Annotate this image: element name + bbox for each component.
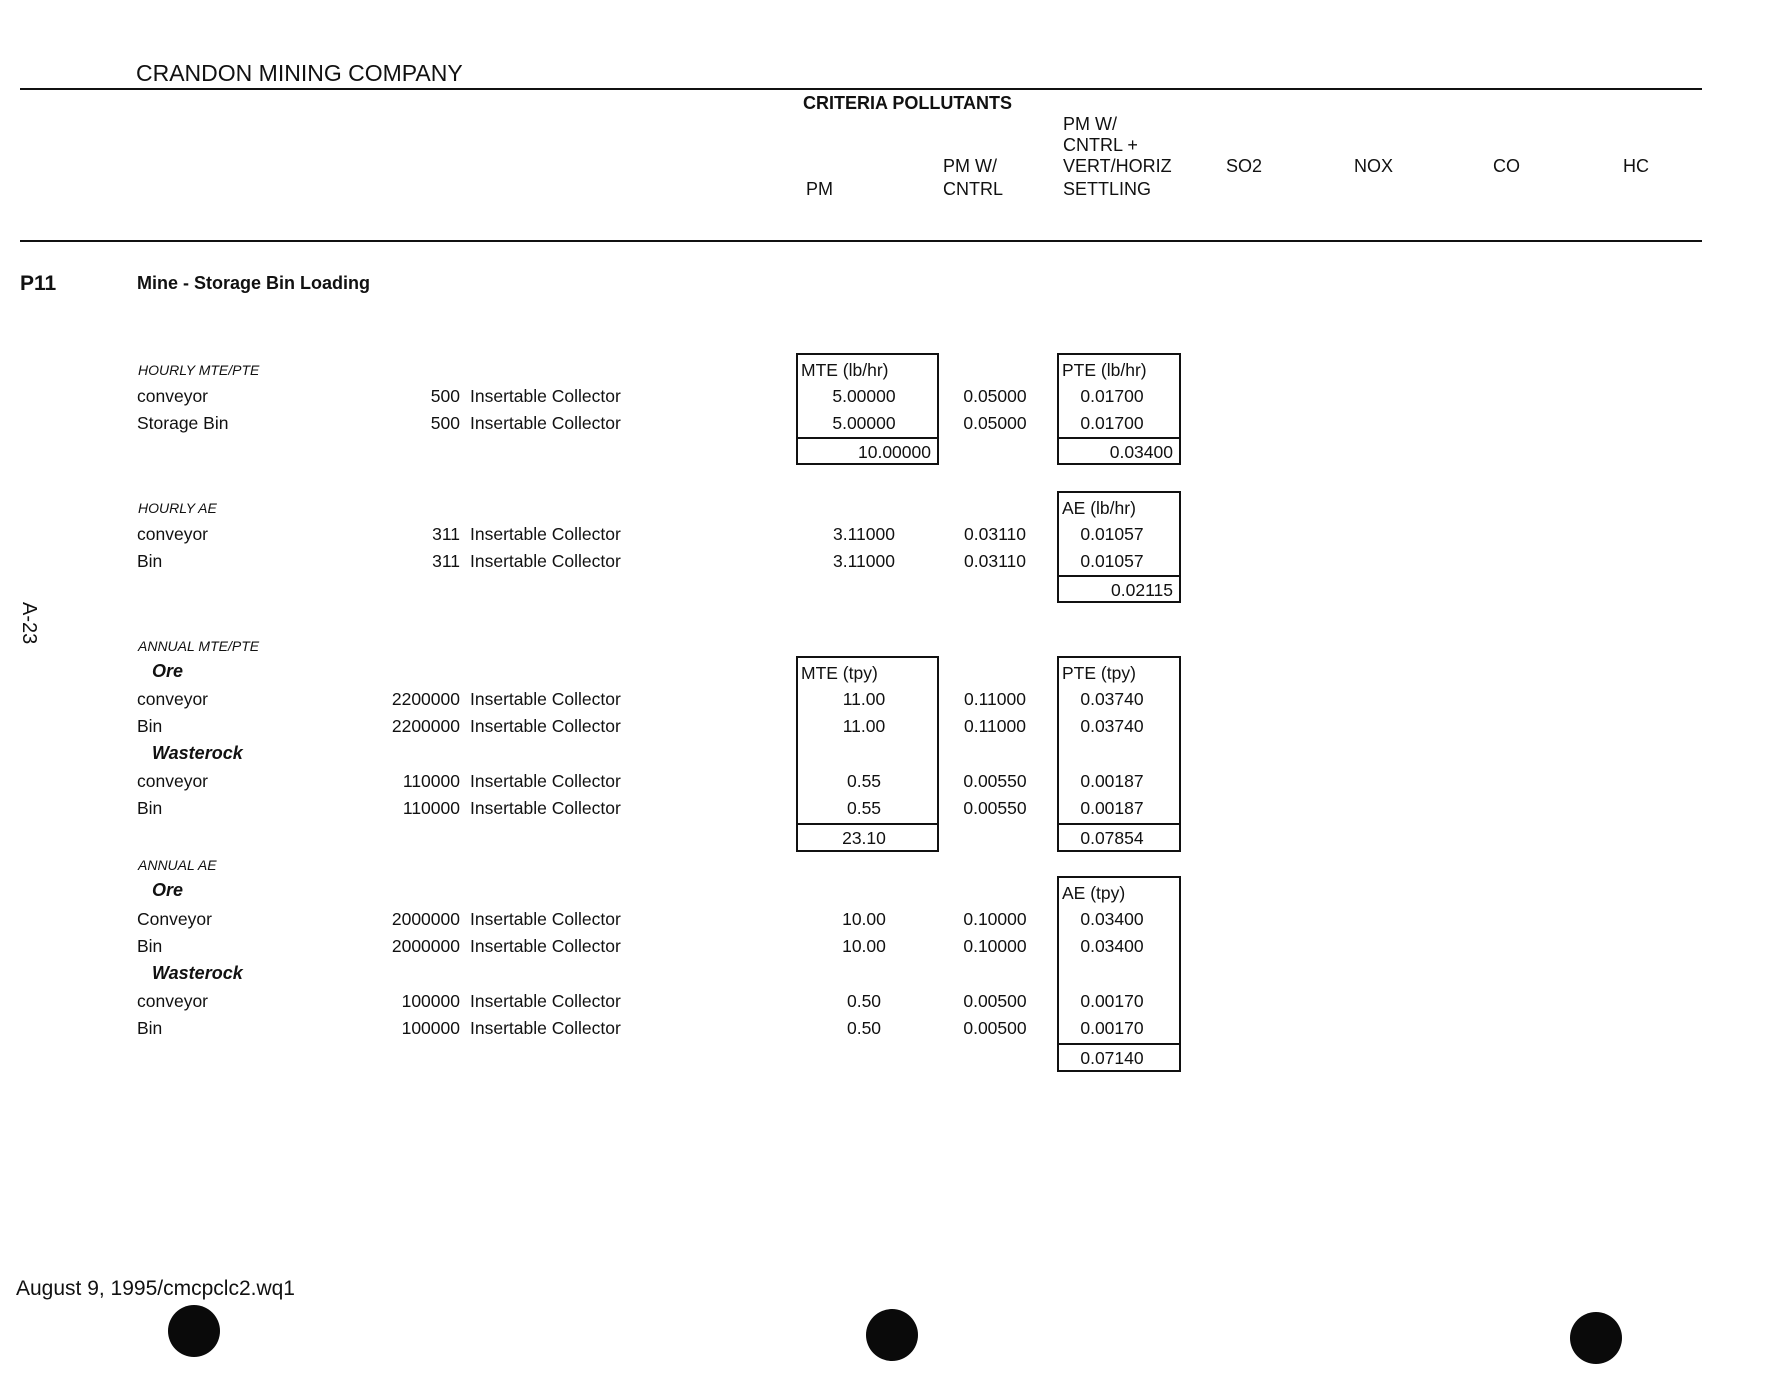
row-ae: 0.00170 [1080,1018,1144,1038]
mte-hourly-sum-line [796,437,939,439]
row-pte: 0.00187 [1080,798,1144,818]
row-pm-cntrl: 0.03110 [964,524,1026,544]
row-control: Insertable Collector [470,716,621,736]
group-label-hourly-mte: HOURLY MTE/PTE [138,362,260,378]
row-name: conveyor [137,689,209,709]
row-pm: 5.00000 [832,386,896,406]
row-pm-cntrl: 0.11000 [964,689,1026,709]
header-bottom-rule [20,240,1702,242]
col-header-hc: HC [1623,156,1649,176]
col-header-pm-settle-3: VERT/HORIZ [1063,156,1172,176]
row-qty: 110000 [402,771,460,791]
row-pte: 0.00187 [1080,771,1144,791]
row-pm-cntrl: 0.00500 [963,991,1027,1011]
row-qty: 500 [430,386,460,406]
row-control: Insertable Collector [470,909,621,929]
row-control: Insertable Collector [470,771,621,791]
col-header-co: CO [1493,156,1520,176]
col-header-nox: NOX [1354,156,1394,176]
row-name: conveyor [137,991,209,1011]
group-label-annual-mte: ANNUAL MTE/PTE [138,638,260,654]
row-name: Bin [137,551,163,571]
row-name: Bin [137,936,163,956]
row-pte: 0.01700 [1080,413,1144,433]
subgroup-wasterock: Wasterock [152,963,243,983]
col-header-pm-cntrl-1: PM W/ [943,156,997,176]
row-pte: 0.03740 [1080,716,1144,736]
row-name: Conveyor [137,909,212,929]
criteria-pollutants-label: CRITERIA POLLUTANTS [803,93,1012,113]
row-pm: 11.00 [842,716,886,736]
ae-hourly-sum-line [1057,575,1181,577]
page-number: A-23 [18,602,40,645]
row-control: Insertable Collector [470,551,621,571]
row-pm-cntrl: 0.03110 [964,551,1026,571]
row-name: conveyor [137,524,209,544]
row-qty: 2200000 [391,716,460,736]
section-title: Mine - Storage Bin Loading [137,273,370,293]
section-code: P11 [20,272,57,295]
row-pm-cntrl: 0.05000 [963,386,1027,406]
company-name: CRANDON MINING COMPANY [136,60,463,86]
header-top-rule [20,88,1702,90]
col-header-pm-settle-4: SETTLING [1063,179,1152,199]
row-pm: 3.11000 [833,551,895,571]
row-ae: 0.03400 [1080,909,1144,929]
pte-annual-total: 0.07854 [1080,828,1144,848]
group-label-hourly-ae: HOURLY AE [138,500,217,516]
row-qty: 110000 [402,798,460,818]
row-pm: 0.55 [846,798,882,818]
row-control: Insertable Collector [470,386,621,406]
row-control: Insertable Collector [470,524,621,544]
row-pm-cntrl: 0.00550 [963,798,1027,818]
row-pte: 0.01700 [1080,386,1144,406]
row-name: Bin [137,716,163,736]
row-pm-cntrl: 0.00550 [963,771,1027,791]
row-control: Insertable Collector [470,413,621,433]
row-pm: 11.00 [842,689,886,709]
mte-annual-sum-line [796,823,939,825]
row-qty: 2000000 [391,936,460,956]
subgroup-ore: Ore [152,661,184,681]
ae-annual-sum-line [1057,1043,1181,1045]
pte-hourly-total: 0.03400 [1109,442,1173,462]
row-pm-cntrl: 0.11000 [964,716,1026,736]
row-name: conveyor [137,771,209,791]
row-ae: 0.00170 [1080,991,1144,1011]
subgroup-wasterock: Wasterock [152,743,243,763]
row-control: Insertable Collector [470,1018,621,1038]
row-qty: 2200000 [391,689,460,709]
pte-annual-box-label: PTE (tpy) [1062,663,1136,683]
row-name: conveyor [137,386,209,406]
row-pm-cntrl: 0.00500 [963,1018,1027,1038]
ae-annual-total: 0.07140 [1080,1048,1144,1068]
row-control: Insertable Collector [470,689,621,709]
row-name: Bin [137,798,163,818]
pte-hourly-box-label: PTE (lb/hr) [1062,360,1147,380]
mte-hourly-box-label: MTE (lb/hr) [801,360,889,380]
row-pm: 0.50 [846,991,882,1011]
row-qty: 100000 [401,991,460,1011]
footer-date-file: August 9, 1995/cmcpclc2.wq1 [16,1277,295,1300]
ae-hourly-total: 0.02115 [1111,580,1173,600]
punch-hole-center [866,1309,918,1361]
row-pm: 0.50 [846,1018,882,1038]
mte-annual-total: 23.10 [842,828,886,848]
row-control: Insertable Collector [470,991,621,1011]
row-pm: 0.55 [846,771,882,791]
col-header-pm: PM [806,179,833,199]
col-header-pm-settle-1: PM W/ [1063,114,1117,134]
row-control: Insertable Collector [470,798,621,818]
group-label-annual-ae: ANNUAL AE [138,857,217,873]
row-qty: 500 [430,413,460,433]
row-pm: 10.00 [842,936,886,956]
row-ae: 0.01057 [1080,524,1144,544]
row-name: Bin [137,1018,163,1038]
col-header-pm-cntrl-2: CNTRL [943,179,1004,199]
row-ae: 0.03400 [1080,936,1144,956]
col-header-pm-settle-2: CNTRL + [1063,135,1138,155]
row-qty: 311 [432,551,460,571]
col-header-so2: SO2 [1226,156,1263,176]
punch-hole-right [1570,1312,1622,1364]
row-pm: 5.00000 [832,413,896,433]
row-pm: 3.11000 [833,524,895,544]
row-qty: 311 [432,524,460,544]
row-qty: 2000000 [391,909,460,929]
row-control: Insertable Collector [470,936,621,956]
row-pm: 10.00 [842,909,886,929]
pte-hourly-sum-line [1057,437,1181,439]
row-pm-cntrl: 0.10000 [963,936,1027,956]
row-qty: 100000 [401,1018,460,1038]
pte-annual-sum-line [1057,823,1181,825]
row-ae: 0.01057 [1080,551,1144,571]
subgroup-ore: Ore [152,880,184,900]
row-pm-cntrl: 0.05000 [963,413,1027,433]
row-pm-cntrl: 0.10000 [963,909,1027,929]
row-pte: 0.03740 [1080,689,1144,709]
ae-annual-box-label: AE (tpy) [1062,883,1126,903]
punch-hole-left [168,1305,220,1357]
mte-hourly-total: 10.00000 [858,442,931,462]
row-name: Storage Bin [137,413,229,433]
mte-annual-box-label: MTE (tpy) [801,663,878,683]
ae-hourly-box-label: AE (lb/hr) [1062,498,1136,518]
